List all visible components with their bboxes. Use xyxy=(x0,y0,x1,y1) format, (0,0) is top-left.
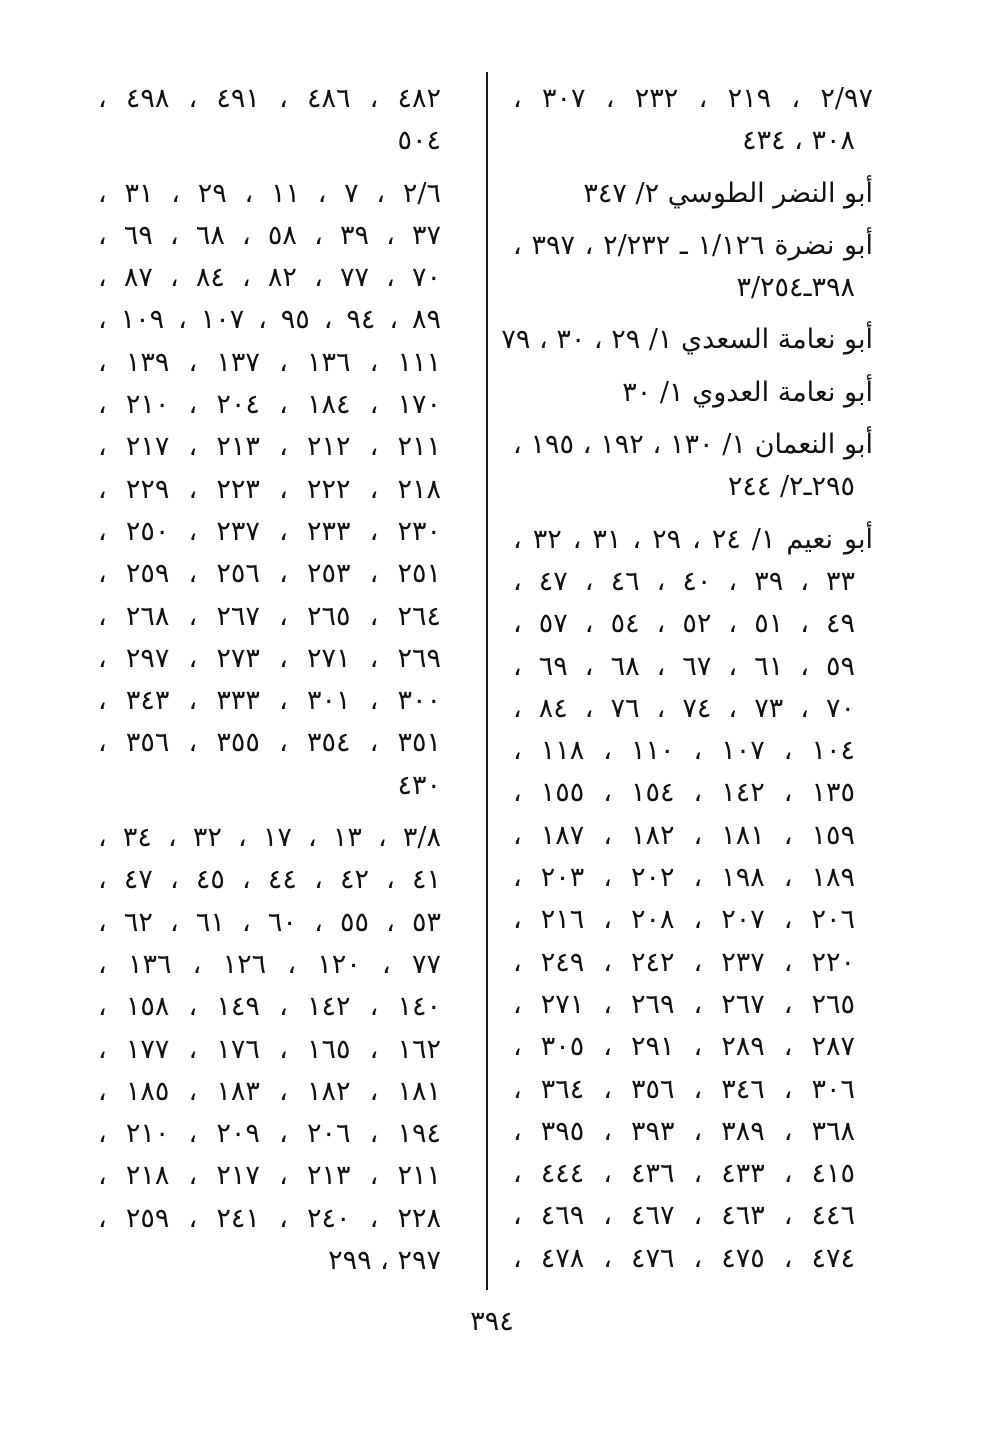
index-line: ٤٤٦ ، ٤٦٣ ، ٤٦٧ ، ٤٦٩ ، xyxy=(513,1200,855,1232)
index-line: ٤١ ، ٤٢ ، ٤٤ ، ٤٥ ، ٤٧ ، xyxy=(98,864,441,896)
index-line: ١٣٥ ، ١٤٢ ، ١٥٤ ، ١٥٥ ، xyxy=(513,777,855,809)
index-line: ٣٣ ، ٣٩ ، ٤٠ ، ٤٦ ، ٤٧ ، xyxy=(513,565,856,597)
index-line: ٤٩ ، ٥١ ، ٥٢ ، ٥٤ ، ٥٧ ، xyxy=(513,608,856,640)
index-entry xyxy=(98,817,441,1282)
index-line: ٣٠٦ ، ٣٤٦ ، ٣٥٦ ، ٣٦٤ ، xyxy=(513,1073,855,1105)
index-line: ٥٩ ، ٦١ ، ٦٧ ، ٦٨ ، ٦٩ ، xyxy=(513,650,856,682)
index-line: ٢/٦ ، ٧ ، ١١ ، ٢٩ ، ٣١ ، xyxy=(98,177,442,209)
index-line: أبو النعمان ١/ ١٣٠ ، ١٩٢ ، ١٩٥ ، xyxy=(513,429,873,461)
index-line: ٤٧٤ ، ٤٧٥ ، ٤٧٦ ، ٤٧٨ ، xyxy=(513,1242,855,1274)
index-column-left xyxy=(98,78,441,1282)
index-line: ٤٣٠ xyxy=(397,769,441,801)
index-line: ١٨٩ ، ١٩٨ ، ٢٠٢ ، ٢٠٣ ، xyxy=(513,862,855,894)
index-line: ١٦٢ ، ١٦٥ ، ١٧٦ ، ١٧٧ ، xyxy=(98,1033,441,1065)
index-entry-abu-nuaym xyxy=(513,519,873,1280)
index-line: ٢١١ ، ٢١٢ ، ٢١٣ ، ٢١٧ ، xyxy=(98,431,441,463)
index-line: ٣٥١ ، ٣٥٤ ، ٣٥٥ ، ٣٥٦ ، xyxy=(98,727,441,759)
index-line: أبو نضرة ١/١٢٦ ـ ٢/٢٣٢ ، ٣٩٧ ، xyxy=(513,229,874,261)
index-line: ١١١ ، ١٣٦ ، ١٣٧ ، ١٣٩ ، xyxy=(98,346,441,378)
index-line: ٣٠٠ ، ٣٠١ ، ٣٣٣ ، ٣٤٣ ، xyxy=(98,685,441,717)
index-line: أبو النضر الطوسي ٢/ ٣٤٧ xyxy=(583,177,873,209)
index-line: ٢٢٨ ، ٢٤٠ ، ٢٤١ ، ٢٥٩ ، xyxy=(98,1202,441,1234)
index-line: ٢٩٥ـ٢/ ٢٤٤ xyxy=(727,471,855,503)
index-entry-abu-al-numan xyxy=(513,424,873,509)
index-line: ٣٧ ، ٣٩ ، ٥٨ ، ٦٨ ، ٦٩ ، xyxy=(98,219,441,251)
index-line: ٢٠٦ ، ٢٠٧ ، ٢٠٨ ، ٢١٦ ، xyxy=(513,904,855,936)
index-line: ٤١٥ ، ٤٣٣ ، ٤٣٦ ، ٤٤٤ ، xyxy=(513,1158,855,1190)
index-line: ٢٦٥ ، ٢٦٧ ، ٢٦٩ ، ٢٧١ ، xyxy=(513,988,855,1020)
index-entry xyxy=(98,173,441,807)
index-line: ١٧٠ ، ١٨٤ ، ٢٠٤ ، ٢١٠ ، xyxy=(98,389,441,421)
index-line: ٢٦٩ ، ٢٧١ ، ٢٧٣ ، ٢٩٧ ، xyxy=(98,642,441,674)
index-line: أبو نعامة العدوي ١/ ٣٠ xyxy=(622,376,873,408)
index-line: ٥٠٤ xyxy=(397,125,441,157)
index-line: ٢٩٧ ، ٢٩٩ xyxy=(328,1245,441,1277)
index-line: ٤٨٢ ، ٤٨٦ ، ٤٩١ ، ٤٩٨ ، xyxy=(98,83,441,114)
index-line: ٧٠ ، ٧٧ ، ٨٢ ، ٨٤ ، ٨٧ ، xyxy=(98,262,441,294)
page-number: ٣٩٤ xyxy=(470,1306,514,1337)
index-line: ٣/٨ ، ١٣ ، ١٧ ، ٣٢ ، ٣٤ ، xyxy=(98,822,441,854)
index-line: ٢٢٠ ، ٢٣٧ ، ٢٤٢ ، ٢٤٩ ، xyxy=(513,946,855,978)
index-line: ٣٠٨ ، ٤٣٤ xyxy=(742,125,855,157)
index-line: ٧٠ ، ٧٣ ، ٧٤ ، ٧٦ ، ٨٤ ، xyxy=(513,692,856,724)
index-line: ٢٥١ ، ٢٥٣ ، ٢٥٦ ، ٢٥٩ ، xyxy=(98,558,441,590)
index-line: ٣٦٨ ، ٣٨٩ ، ٣٩٣ ، ٣٩٥ ، xyxy=(513,1115,855,1147)
index-line: ٨٩ ، ٩٤ ، ٩٥ ، ١٠٧ ، ١٠٩ ، xyxy=(98,304,441,336)
index-line: ٢٨٧ ، ٢٨٩ ، ٢٩١ ، ٣٠٥ ، xyxy=(513,1031,855,1063)
index-entry xyxy=(513,78,873,163)
index-line: أبو نعيم ١/ ٢٤ ، ٢٩ ، ٣١ ، ٣٢ ، xyxy=(513,523,874,555)
index-line: ١٥٩ ، ١٨١ ، ١٨٢ ، ١٨٧ ، xyxy=(513,819,855,851)
index-line: ٥٣ ، ٥٥ ، ٦٠ ، ٦١ ، ٦٢ ، xyxy=(98,906,441,938)
index-entry-abu-nadra xyxy=(513,225,873,310)
index-line: ١٨١ ، ١٨٢ ، ١٨٣ ، ١٨٥ ، xyxy=(98,1075,441,1107)
index-line: أبو نعامة السعدي ١/ ٢٩ ، ٣٠ ، ٧٩ xyxy=(501,324,873,356)
index-entry-abu-al-nadr-al-tusi xyxy=(513,173,873,215)
index-line: ٣٩٨ـ٣/٢٥٤ xyxy=(736,272,855,304)
index-entry xyxy=(98,78,441,163)
index-column-right xyxy=(501,78,874,1280)
index-line: ٢/٩٧ ، ٢١٩ ، ٢٣٢ ، ٣٠٧ ، xyxy=(513,83,873,114)
index-line: ١٩٤ ، ٢٠٦ ، ٢٠٩ ، ٢١٠ ، xyxy=(98,1118,441,1150)
index-line: ١٠٤ ، ١٠٧ ، ١١٠ ، ١١٨ ، xyxy=(513,735,855,767)
column-divider xyxy=(486,72,488,1290)
index-line: ٢٣٠ ، ٢٣٣ ، ٢٣٧ ، ٢٥٠ ، xyxy=(98,515,441,547)
index-line: ٢١١ ، ٢١٣ ، ٢١٧ ، ٢١٨ ، xyxy=(98,1160,441,1192)
index-line: ٢١٨ ، ٢٢٢ ، ٢٢٣ ، ٢٢٩ ، xyxy=(98,473,441,505)
index-line: ٧٧ ، ١٢٠ ، ١٢٦ ، ١٣٦ ، xyxy=(98,948,441,980)
index-entry-abu-naama-al-saadi xyxy=(501,319,873,361)
index-line: ١٤٠ ، ١٤٢ ، ١٤٩ ، ١٥٨ ، xyxy=(98,991,441,1023)
index-entry-abu-naama-al-adawi xyxy=(513,372,873,414)
index-line: ٢٦٤ ، ٢٦٥ ، ٢٦٧ ، ٢٦٨ ، xyxy=(98,600,441,632)
